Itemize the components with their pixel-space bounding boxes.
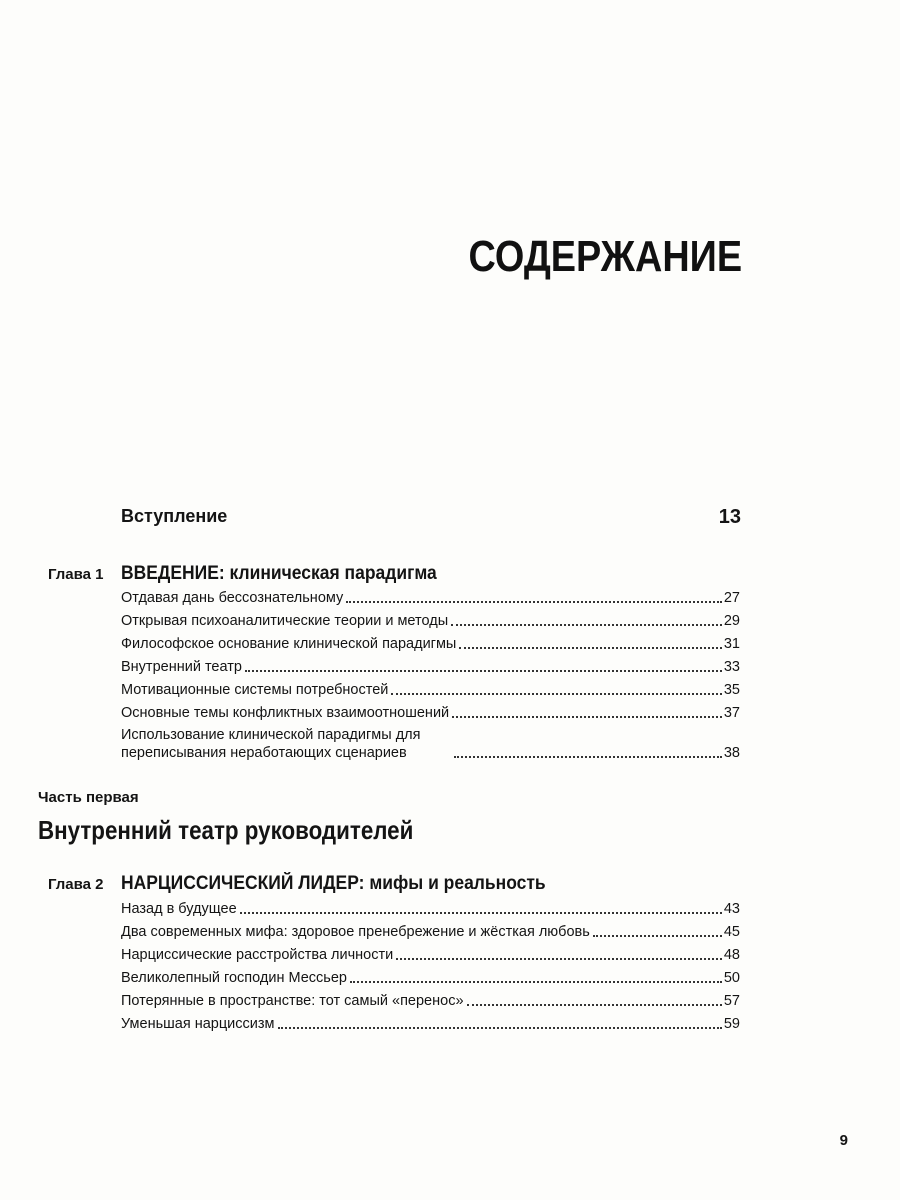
toc-entry-title: Основные темы конфликтных взаимоотношений <box>121 705 450 721</box>
chapter-1-header <box>48 563 750 585</box>
toc-entry <box>121 964 740 987</box>
dot-leader <box>350 981 722 983</box>
toc-entry-title: Использование клинической парадигмы для переписывания неработающих сценариев <box>121 727 421 761</box>
chapter-1-label: Глава 1 <box>48 566 104 583</box>
dot-leader <box>245 670 722 672</box>
dot-leader <box>240 912 722 914</box>
chapter-2-label: Глава 2 <box>48 876 104 893</box>
toc-entry-page: 45 <box>723 924 740 940</box>
toc-entry <box>121 584 740 607</box>
toc-entry-page: 57 <box>723 993 740 1009</box>
toc-entry <box>121 676 740 699</box>
toc-entry-title: Великолепный господин Мессьер <box>121 970 347 986</box>
toc-entry-title: Мотивационные системы потребностей <box>121 682 389 698</box>
toc-entry <box>121 630 740 653</box>
dot-leader <box>278 1027 722 1029</box>
toc-entry-page: 38 <box>723 745 740 761</box>
toc-entry-page: 50 <box>723 970 740 986</box>
toc-entry-page: 59 <box>723 1016 740 1032</box>
toc-entry-title: Назад в будущее <box>121 901 237 917</box>
toc-entry <box>121 987 740 1010</box>
dot-leader <box>451 624 722 626</box>
toc-entry-title: Открывая психоаналитические теории и методы <box>121 613 449 629</box>
dot-leader <box>593 935 722 937</box>
introduction-entry <box>121 506 741 529</box>
page-number: 9 <box>839 1132 848 1149</box>
toc-entry-title: Два современных мифа: здоровое пренебрежение и жёсткая любовь <box>121 924 590 940</box>
introduction-page: 13 <box>718 506 741 528</box>
toc-entry-page: 29 <box>723 613 740 629</box>
dot-leader <box>459 647 722 649</box>
toc-entry-title: Внутренний театр <box>121 659 242 675</box>
toc-entry-page: 35 <box>723 682 740 698</box>
toc-entry-title: Нарциссические расстройства личности <box>121 947 394 963</box>
dot-leader <box>346 601 722 603</box>
chapter-2-entries <box>121 895 740 1033</box>
chapter-2-title: НАРЦИССИЧЕСКИЙ ЛИДЕР: мифы и реальность <box>121 873 546 894</box>
toc-entry <box>121 895 740 918</box>
toc-entry <box>121 918 740 941</box>
introduction-title: Вступление <box>121 506 228 526</box>
toc-entry-title: Потерянные в пространстве: тот самый «перенос» <box>121 993 464 1009</box>
toc-entry-title: Философское основание клинической парадигмы <box>121 636 457 652</box>
toc-entry-title: Уменьшая нарциссизм <box>121 1016 275 1032</box>
dot-leader <box>467 1004 722 1006</box>
chapter-2-header <box>48 873 750 895</box>
toc-entry-page: 37 <box>723 705 740 721</box>
toc-entry-page: 43 <box>723 901 740 917</box>
dot-leader <box>391 693 721 695</box>
toc-entry <box>121 699 740 722</box>
chapter-1-title: ВВЕДЕНИЕ: клиническая парадигма <box>121 563 437 584</box>
toc-entry-page: 31 <box>723 636 740 652</box>
toc-entry <box>121 941 740 964</box>
toc-entry-page: 27 <box>723 590 740 606</box>
toc-entry <box>121 722 740 762</box>
toc-entry <box>121 653 740 676</box>
chapter-1-entries <box>121 584 740 762</box>
toc-entry-page: 48 <box>723 947 740 963</box>
part-label: Часть первая <box>38 789 139 806</box>
dot-leader <box>396 958 722 960</box>
toc-entry <box>121 1010 740 1033</box>
dot-leader <box>452 716 722 718</box>
toc-entry <box>121 607 740 630</box>
dot-leader <box>454 756 722 758</box>
toc-entry-title: Отдавая дань бессознательному <box>121 590 344 606</box>
part-title: Внутренний театр руководителей <box>38 815 414 845</box>
page-heading: СОДЕРЖАНИЕ <box>468 232 742 281</box>
toc-entry-page: 33 <box>723 659 740 675</box>
